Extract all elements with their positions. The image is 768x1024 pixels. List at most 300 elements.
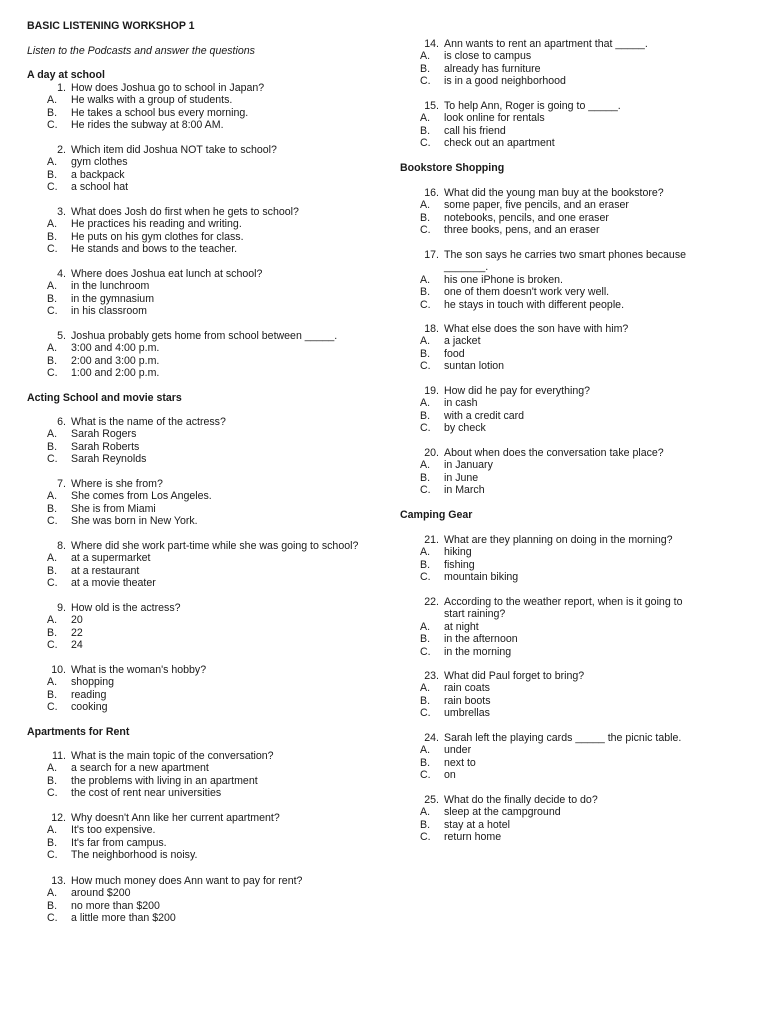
question-text: What are they planning on doing in the morning? [444, 534, 673, 546]
option-text: in March [444, 484, 485, 497]
answer-option [400, 744, 745, 756]
question-number: 2. [57, 144, 66, 156]
answer-option [400, 75, 745, 87]
question-18 [400, 323, 745, 373]
option-text: a little more than $200 [71, 912, 176, 925]
option-letter: B. [47, 502, 58, 515]
option-letter: C. [47, 453, 58, 466]
option-text: 3:00 and 4:00 p.m. [71, 342, 160, 355]
option-text: He walks with a group of students. [71, 94, 233, 107]
question-line [400, 249, 745, 261]
answer-option [400, 125, 745, 137]
option-text: stay at a hotel [444, 818, 510, 831]
option-letter: B. [420, 756, 431, 769]
answer-option [27, 231, 387, 243]
question-text: How does Joshua go to school in Japan? [71, 82, 265, 94]
answer-option [27, 676, 387, 688]
question-1 [27, 82, 387, 132]
question-number: 1. [57, 82, 66, 94]
option-letter: C. [47, 305, 58, 318]
question-25 [400, 794, 745, 844]
question-text: About when does the conversation take place? [444, 447, 664, 459]
answer-option [27, 701, 387, 713]
option-text: She comes from Los Angeles. [71, 490, 212, 503]
option-text: in the gymnasium [71, 292, 155, 305]
question-text: What did the young man buy at the bookstore? [444, 187, 664, 199]
question-text: Where is she from? [71, 478, 163, 490]
option-text: mountain biking [444, 571, 519, 584]
answer-option [27, 490, 387, 502]
question-line [400, 323, 745, 335]
question-line [400, 596, 745, 608]
question-13 [27, 875, 387, 925]
option-text: suntan lotion [444, 360, 505, 373]
option-letter: C. [420, 571, 431, 584]
option-letter: C. [47, 243, 58, 256]
answer-option [400, 50, 745, 62]
option-letter: C. [47, 515, 58, 528]
option-letter: B. [47, 564, 58, 577]
question-number: 12. [51, 812, 66, 824]
option-letter: B. [47, 626, 58, 639]
option-text: is close to campus [444, 50, 532, 63]
answer-option [27, 453, 387, 465]
option-text: She was born in New York. [71, 515, 198, 528]
question-line [400, 385, 745, 397]
question-line [27, 750, 387, 762]
option-text: notebooks, pencils, and one eraser [444, 211, 609, 224]
option-text: The neighborhood is noisy. [71, 849, 198, 862]
option-text: 20 [71, 614, 83, 627]
worksheet-title: BASIC LISTENING WORKSHOP 1 [27, 20, 195, 32]
option-text: at night [444, 620, 479, 633]
option-text: around $200 [71, 887, 131, 900]
worksheet-instructions: Listen to the Podcasts and answer the questions [27, 45, 255, 57]
option-text: his one iPhone is broken. [444, 273, 563, 286]
answer-option [27, 293, 387, 305]
option-text: at a supermarket [71, 552, 151, 565]
option-text: a search for a new apartment [71, 762, 209, 775]
question-12 [27, 812, 387, 862]
answer-option [27, 218, 387, 230]
question-21 [400, 534, 745, 584]
question-text: What is the main topic of the conversation? [71, 750, 274, 762]
option-text: check out an apartment [444, 137, 555, 150]
question-line [27, 330, 387, 342]
answer-option [27, 849, 387, 861]
question-text: What is the woman's hobby? [71, 664, 207, 676]
question-9 [27, 602, 387, 652]
option-text: in his classroom [71, 305, 147, 318]
answer-option [400, 335, 745, 347]
option-letter: A. [47, 614, 58, 627]
question-23 [400, 670, 745, 720]
question-10 [27, 664, 387, 714]
answer-option [27, 243, 387, 255]
question-line [27, 206, 387, 218]
option-text: he stays in touch with different people. [444, 298, 625, 311]
option-text: gym clothes [71, 156, 128, 169]
question-line [27, 812, 387, 824]
answer-option [400, 422, 745, 434]
option-letter: C. [47, 849, 58, 862]
option-letter: C. [420, 75, 431, 88]
option-letter: B. [420, 211, 431, 224]
question-number: 14. [424, 38, 439, 50]
question-3 [27, 206, 387, 256]
question-line [400, 38, 745, 50]
question-4 [27, 268, 387, 318]
question-14 [400, 38, 745, 88]
question-8 [27, 540, 387, 590]
answer-option [400, 410, 745, 422]
answer-option [400, 571, 745, 583]
option-letter: A. [47, 887, 58, 900]
answer-option [27, 577, 387, 589]
answer-option [400, 831, 745, 843]
section-heading: Camping Gear [400, 509, 473, 521]
answer-option [27, 787, 387, 799]
question-22 [400, 596, 745, 658]
answer-option [27, 762, 387, 774]
option-letter: B. [47, 836, 58, 849]
option-letter: A. [420, 744, 431, 757]
question-7 [27, 478, 387, 528]
question-number: 6. [57, 416, 66, 428]
question-number: 25. [424, 794, 439, 806]
answer-option [27, 94, 387, 106]
question-text: Why doesn't Ann like her current apartment? [71, 812, 280, 824]
option-letter: B. [47, 292, 58, 305]
option-text: no more than $200 [71, 899, 160, 912]
answer-option [27, 689, 387, 701]
option-text: a jacket [444, 335, 481, 348]
answer-option [400, 212, 745, 224]
answer-option [27, 107, 387, 119]
option-letter: B. [47, 168, 58, 181]
option-letter: C. [420, 707, 431, 720]
answer-option [27, 614, 387, 626]
question-number: 16. [424, 187, 439, 199]
option-letter: A. [47, 218, 58, 231]
option-text: a backpack [71, 168, 125, 181]
answer-option [400, 63, 745, 75]
question-text: How did he pay for everything? [444, 385, 591, 397]
answer-option [400, 682, 745, 694]
option-text: rain boots [444, 694, 491, 707]
answer-option [400, 757, 745, 769]
question-number: 15. [424, 100, 439, 112]
question-number: 21. [424, 534, 439, 546]
answer-option [400, 274, 745, 286]
option-letter: C. [47, 181, 58, 194]
question-number: 24. [424, 732, 439, 744]
option-letter: B. [420, 471, 431, 484]
option-letter: B. [47, 230, 58, 243]
answer-option [400, 360, 745, 372]
answer-option [400, 459, 745, 471]
question-text: What does Josh do first when he gets to school? [71, 206, 299, 218]
option-letter: A. [420, 273, 431, 286]
option-text: reading [71, 688, 107, 701]
question-text: How old is the actress? [71, 602, 181, 614]
option-text: food [444, 347, 465, 360]
option-text: a school hat [71, 181, 129, 194]
option-letter: B. [47, 899, 58, 912]
question-2 [27, 144, 387, 194]
option-text: at a movie theater [71, 577, 156, 590]
option-letter: B. [420, 347, 431, 360]
option-text: next to [444, 756, 476, 769]
answer-option [400, 621, 745, 633]
answer-option [27, 627, 387, 639]
answer-option [400, 646, 745, 658]
question-number: 13. [51, 875, 66, 887]
option-letter: C. [420, 298, 431, 311]
option-text: It's too expensive. [71, 824, 156, 837]
option-text: one of them doesn't work very well. [444, 286, 610, 299]
answer-option [27, 565, 387, 577]
question-line [27, 664, 387, 676]
option-letter: A. [47, 490, 58, 503]
option-letter: A. [47, 280, 58, 293]
answer-option [400, 348, 745, 360]
option-text: She is from Miami [71, 502, 156, 515]
answer-option [27, 837, 387, 849]
option-letter: A. [47, 676, 58, 689]
question-text: What else does the son have with him? [444, 323, 629, 335]
option-text: Sarah Reynolds [71, 453, 147, 466]
option-letter: C. [420, 484, 431, 497]
option-text: return home [444, 831, 502, 844]
option-text: in the lunchroom [71, 280, 150, 293]
option-letter: A. [420, 682, 431, 695]
question-text: What do the finally decide to do? [444, 794, 598, 806]
option-letter: A. [420, 459, 431, 472]
option-letter: B. [420, 286, 431, 299]
answer-option [400, 472, 745, 484]
question-number: 11. [52, 750, 66, 762]
option-text: call his friend [444, 124, 506, 137]
option-text: is in a good neighborhood [444, 75, 566, 88]
option-text: the problems with living in an apartment [71, 774, 258, 787]
option-letter: B. [420, 124, 431, 137]
option-letter: B. [47, 688, 58, 701]
option-letter: A. [420, 112, 431, 125]
option-text: He rides the subway at 8:00 AM. [71, 119, 224, 132]
option-text: rain coats [444, 682, 490, 695]
option-letter: C. [420, 224, 431, 237]
question-line [27, 875, 387, 887]
question-6 [27, 416, 387, 466]
question-text: How much money does Ann want to pay for rent? [71, 875, 303, 887]
question-number: 5. [57, 330, 66, 342]
question-number: 9. [57, 602, 66, 614]
option-text: at a restaurant [71, 564, 140, 577]
answer-option [400, 633, 745, 645]
question-text: What did Paul forget to bring? [444, 670, 585, 682]
question-24 [400, 732, 745, 782]
question-number: 23. [424, 670, 439, 682]
question-line [400, 534, 745, 546]
answer-option [27, 503, 387, 515]
option-letter: B. [420, 633, 431, 646]
question-line [400, 794, 745, 806]
question-text: The son says he carries two smart phones because [444, 249, 687, 261]
answer-option [27, 912, 387, 924]
question-text-continued: _______. [444, 261, 489, 274]
answer-option [27, 639, 387, 651]
option-text: in the afternoon [444, 633, 518, 646]
question-line [400, 670, 745, 682]
option-letter: C. [47, 119, 58, 132]
answer-option [27, 181, 387, 193]
question-line [27, 540, 387, 552]
option-text: fishing [444, 558, 475, 571]
option-text: some paper, five pencils, and an eraser [444, 199, 629, 212]
option-text: on [444, 769, 456, 782]
option-text: three books, pens, and an eraser [444, 224, 600, 237]
answer-option [400, 484, 745, 496]
option-letter: A. [47, 342, 58, 355]
answer-option [27, 169, 387, 181]
option-letter: C. [47, 367, 58, 380]
answer-option [27, 305, 387, 317]
option-letter: C. [47, 912, 58, 925]
option-letter: C. [47, 577, 58, 590]
question-text: What is the name of the actress? [71, 416, 226, 428]
question-17 [400, 249, 745, 311]
option-text: in the morning [444, 645, 512, 658]
option-text: look online for rentals [444, 112, 545, 125]
option-letter: B. [420, 558, 431, 571]
option-text: already has furniture [444, 62, 541, 75]
option-letter: B. [47, 354, 58, 367]
option-letter: A. [420, 50, 431, 63]
answer-option [400, 397, 745, 409]
option-letter: C. [420, 422, 431, 435]
question-number: 4. [57, 268, 66, 280]
answer-option [400, 112, 745, 124]
answer-option [27, 900, 387, 912]
option-text: in June [444, 471, 479, 484]
question-line [400, 100, 745, 112]
question-text: Where does Joshua eat lunch at school? [71, 268, 263, 280]
question-line [400, 447, 745, 459]
question-text: Sarah left the playing cards _____ the picnic table. [444, 732, 682, 744]
question-line [27, 144, 387, 156]
question-number: 10. [51, 664, 66, 676]
question-text: According to the weather report, when is it going to [444, 596, 683, 608]
option-letter: A. [47, 824, 58, 837]
option-letter: A. [420, 397, 431, 410]
question-number: 7. [57, 478, 66, 490]
option-text: He practices his reading and writing. [71, 218, 242, 231]
answer-option [400, 806, 745, 818]
option-text: 24 [71, 639, 83, 652]
option-letter: C. [420, 360, 431, 373]
answer-option [400, 695, 745, 707]
question-text: Which item did Joshua NOT take to school? [71, 144, 277, 156]
answer-option [400, 546, 745, 558]
answer-option [400, 199, 745, 211]
option-letter: B. [420, 694, 431, 707]
question-text: To help Ann, Roger is going to _____. [444, 100, 621, 112]
option-letter: C. [420, 645, 431, 658]
answer-option [400, 299, 745, 311]
question-text: Ann wants to rent an apartment that _____. [444, 38, 648, 50]
option-letter: C. [47, 639, 58, 652]
option-letter: A. [47, 552, 58, 565]
question-15 [400, 100, 745, 150]
option-text: 1:00 and 2:00 p.m. [71, 367, 160, 380]
question-number: 22. [424, 596, 439, 608]
option-letter: A. [420, 806, 431, 819]
answer-option [27, 367, 387, 379]
question-19 [400, 385, 745, 435]
option-letter: C. [420, 769, 431, 782]
section-heading: A day at school [27, 69, 105, 81]
answer-option [400, 137, 745, 149]
question-20 [400, 447, 745, 497]
option-text: shopping [71, 676, 115, 689]
option-text: hiking [444, 546, 472, 559]
option-letter: B. [47, 440, 58, 453]
option-letter: A. [420, 199, 431, 212]
option-letter: B. [420, 409, 431, 422]
option-text: He takes a school bus every morning. [71, 106, 249, 119]
option-text: It's far from campus. [71, 836, 167, 849]
question-number: 8. [57, 540, 66, 552]
question-line [27, 416, 387, 428]
question-text: Where did she work part-time while she was going to school? [71, 540, 359, 552]
option-text: Sarah Roberts [71, 440, 140, 453]
option-text: under [444, 744, 472, 757]
option-letter: A. [420, 620, 431, 633]
option-text: 2:00 and 3:00 p.m. [71, 354, 160, 367]
question-number: 20. [424, 447, 439, 459]
option-letter: A. [420, 546, 431, 559]
answer-option [27, 428, 387, 440]
question-line [27, 602, 387, 614]
question-line [400, 187, 745, 199]
option-text: He puts on his gym clothes for class. [71, 230, 244, 243]
option-letter: A. [47, 94, 58, 107]
answer-option [27, 887, 387, 899]
question-number: 19. [424, 385, 439, 397]
option-letter: C. [47, 701, 58, 714]
question-line [27, 478, 387, 490]
question-text-continued: start raining? [444, 608, 506, 621]
answer-option [27, 515, 387, 527]
answer-option [27, 441, 387, 453]
option-letter: B. [47, 106, 58, 119]
question-16 [400, 187, 745, 237]
option-text: He stands and bows to the teacher. [71, 243, 238, 256]
question-number: 3. [57, 206, 66, 218]
option-text: in January [444, 459, 493, 472]
question-11 [27, 750, 387, 800]
option-letter: B. [420, 818, 431, 831]
section-heading: Bookstore Shopping [400, 162, 505, 174]
option-text: cooking [71, 701, 108, 714]
option-letter: C. [420, 137, 431, 150]
answer-option [400, 286, 745, 298]
option-text: with a credit card [444, 409, 525, 422]
section-heading: Acting School and movie stars [27, 392, 182, 404]
answer-option [27, 775, 387, 787]
option-letter: A. [47, 156, 58, 169]
